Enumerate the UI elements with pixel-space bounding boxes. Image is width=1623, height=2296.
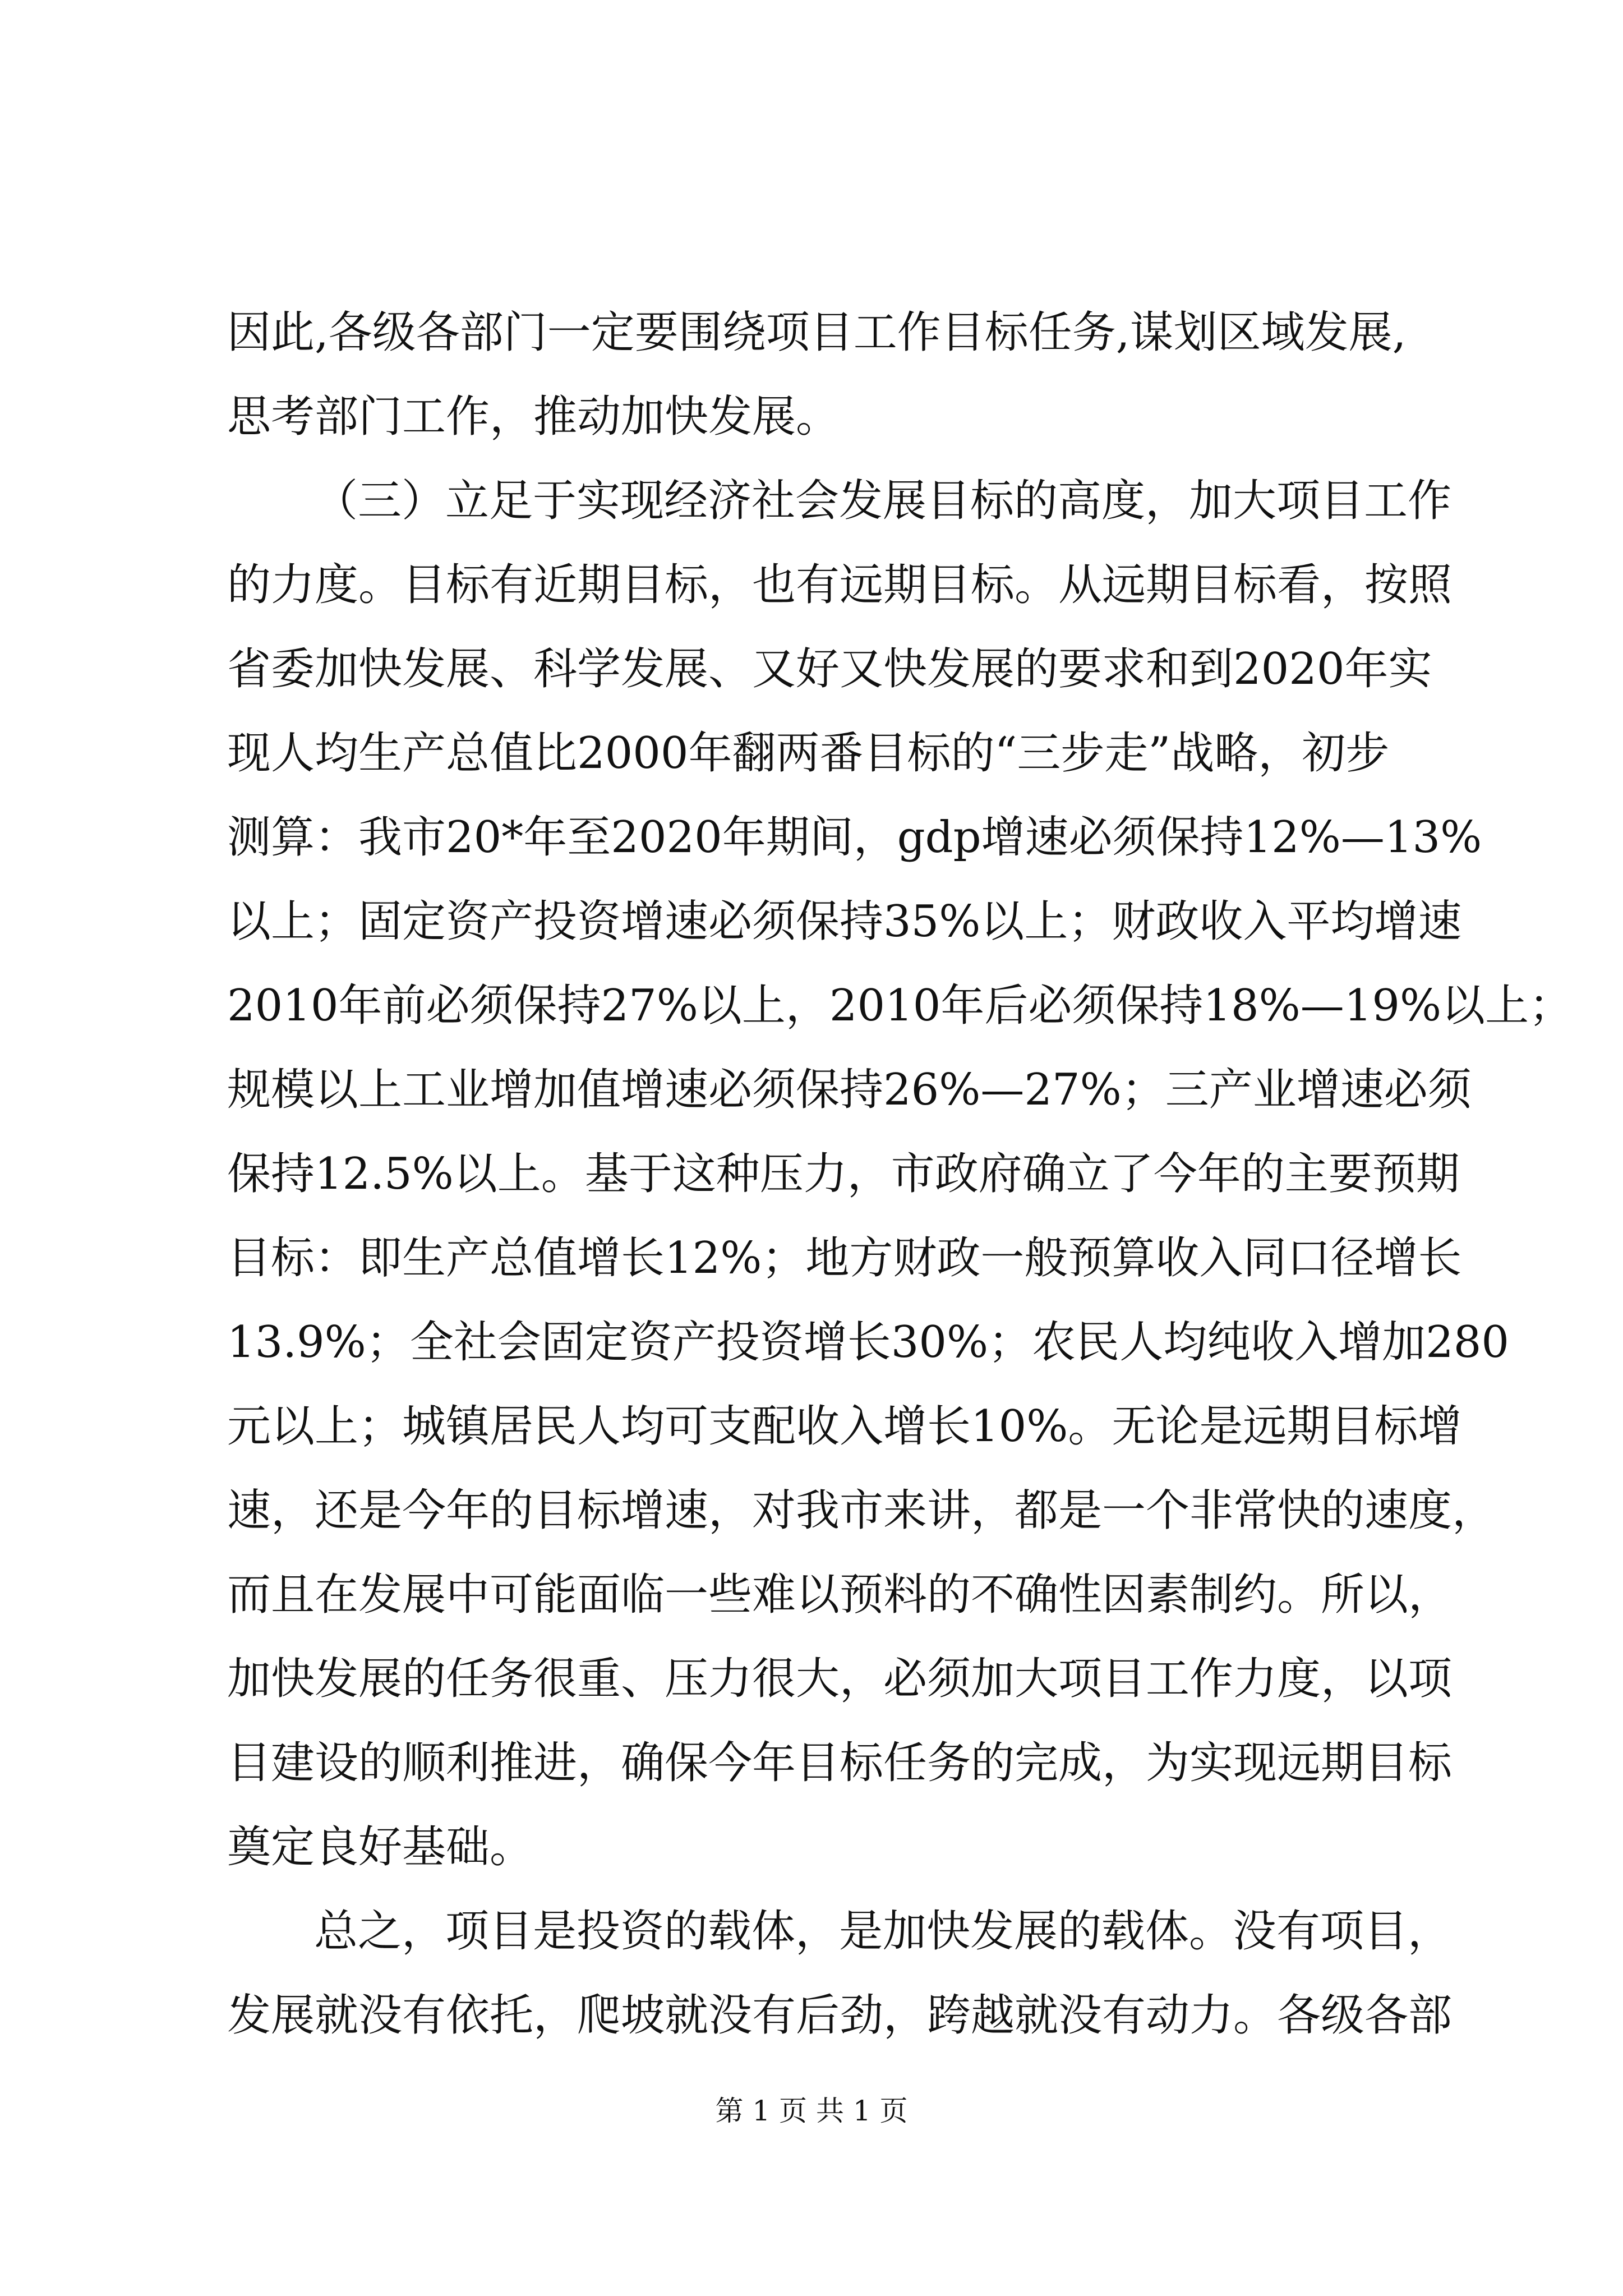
text-line-19: 奠定良好基础。	[227, 1822, 534, 1872]
text-line-18: 目建设的顺利推进，确保今年目标任务的完成，为实现远期目标	[227, 1738, 1453, 1788]
text-line-8: 以上；固定资产投资增速必须保持35%以上；财政收入平均增速	[227, 896, 1462, 947]
text-line-13: 13.9%；全社会固定资产投资增长30%；农民人均纯收入增加280	[227, 1317, 1510, 1368]
text-line-1: 因此,各级各部门一定要围绕项目工作目标任务,谋划区域发展,	[227, 307, 1407, 358]
text-line-15: 速，还是今年的目标增速，对我市来讲，都是一个非常快的速度，	[227, 1485, 1496, 1536]
text-line-21: 发展就没有依托，爬坡就没有后劲，跨越就没有动力。各级各部	[227, 1990, 1453, 2041]
text-line-6: 现人均生产总值比2000年翻两番目标的“三步走”战略，初步	[227, 728, 1390, 779]
page-footer: 第 1 页 共 1 页	[715, 2095, 908, 2127]
text-line-20: 总之，项目是投资的载体，是加快发展的载体。没有项目，	[314, 1906, 1452, 1957]
text-line-7: 测算：我市20*年至2020年期间，gdp增速必须保持12%—13%	[227, 812, 1482, 863]
text-line-12: 目标：即生产总值增长12%；地方财政一般预算收入同口径增长	[227, 1233, 1462, 1283]
text-line-4: 的力度。目标有近期目标，也有远期目标。从远期目标看，按照	[227, 560, 1453, 610]
text-line-14: 元以上；城镇居民人均可支配收入增长10%。无论是远期目标增	[227, 1401, 1462, 1452]
text-line-17: 加快发展的任务很重、压力很大，必须加大项目工作力度，以项	[227, 1654, 1453, 1704]
text-line-11: 保持12.5%以上。基于这种压力，市政府确立了今年的主要预期	[227, 1149, 1460, 1199]
text-line-2: 思考部门工作，推动加快发展。	[227, 392, 840, 442]
text-line-10: 规模以上工业增加值增速必须保持26%—27%；三产业增速必须	[227, 1065, 1472, 1115]
text-line-16: 而且在发展中可能面临一些难以预料的不确性因素制约。所以，	[227, 1570, 1453, 1620]
text-line-5: 省委加快发展、科学发展、又好又快发展的要求和到2020年实	[227, 644, 1432, 694]
text-line-3: （三）立足于实现经济社会发展目标的高度，加大项目工作	[314, 476, 1452, 526]
text-line-9: 2010年前必须保持27%以上，2010年后必须保持18%—19%以上；	[227, 981, 1573, 1031]
